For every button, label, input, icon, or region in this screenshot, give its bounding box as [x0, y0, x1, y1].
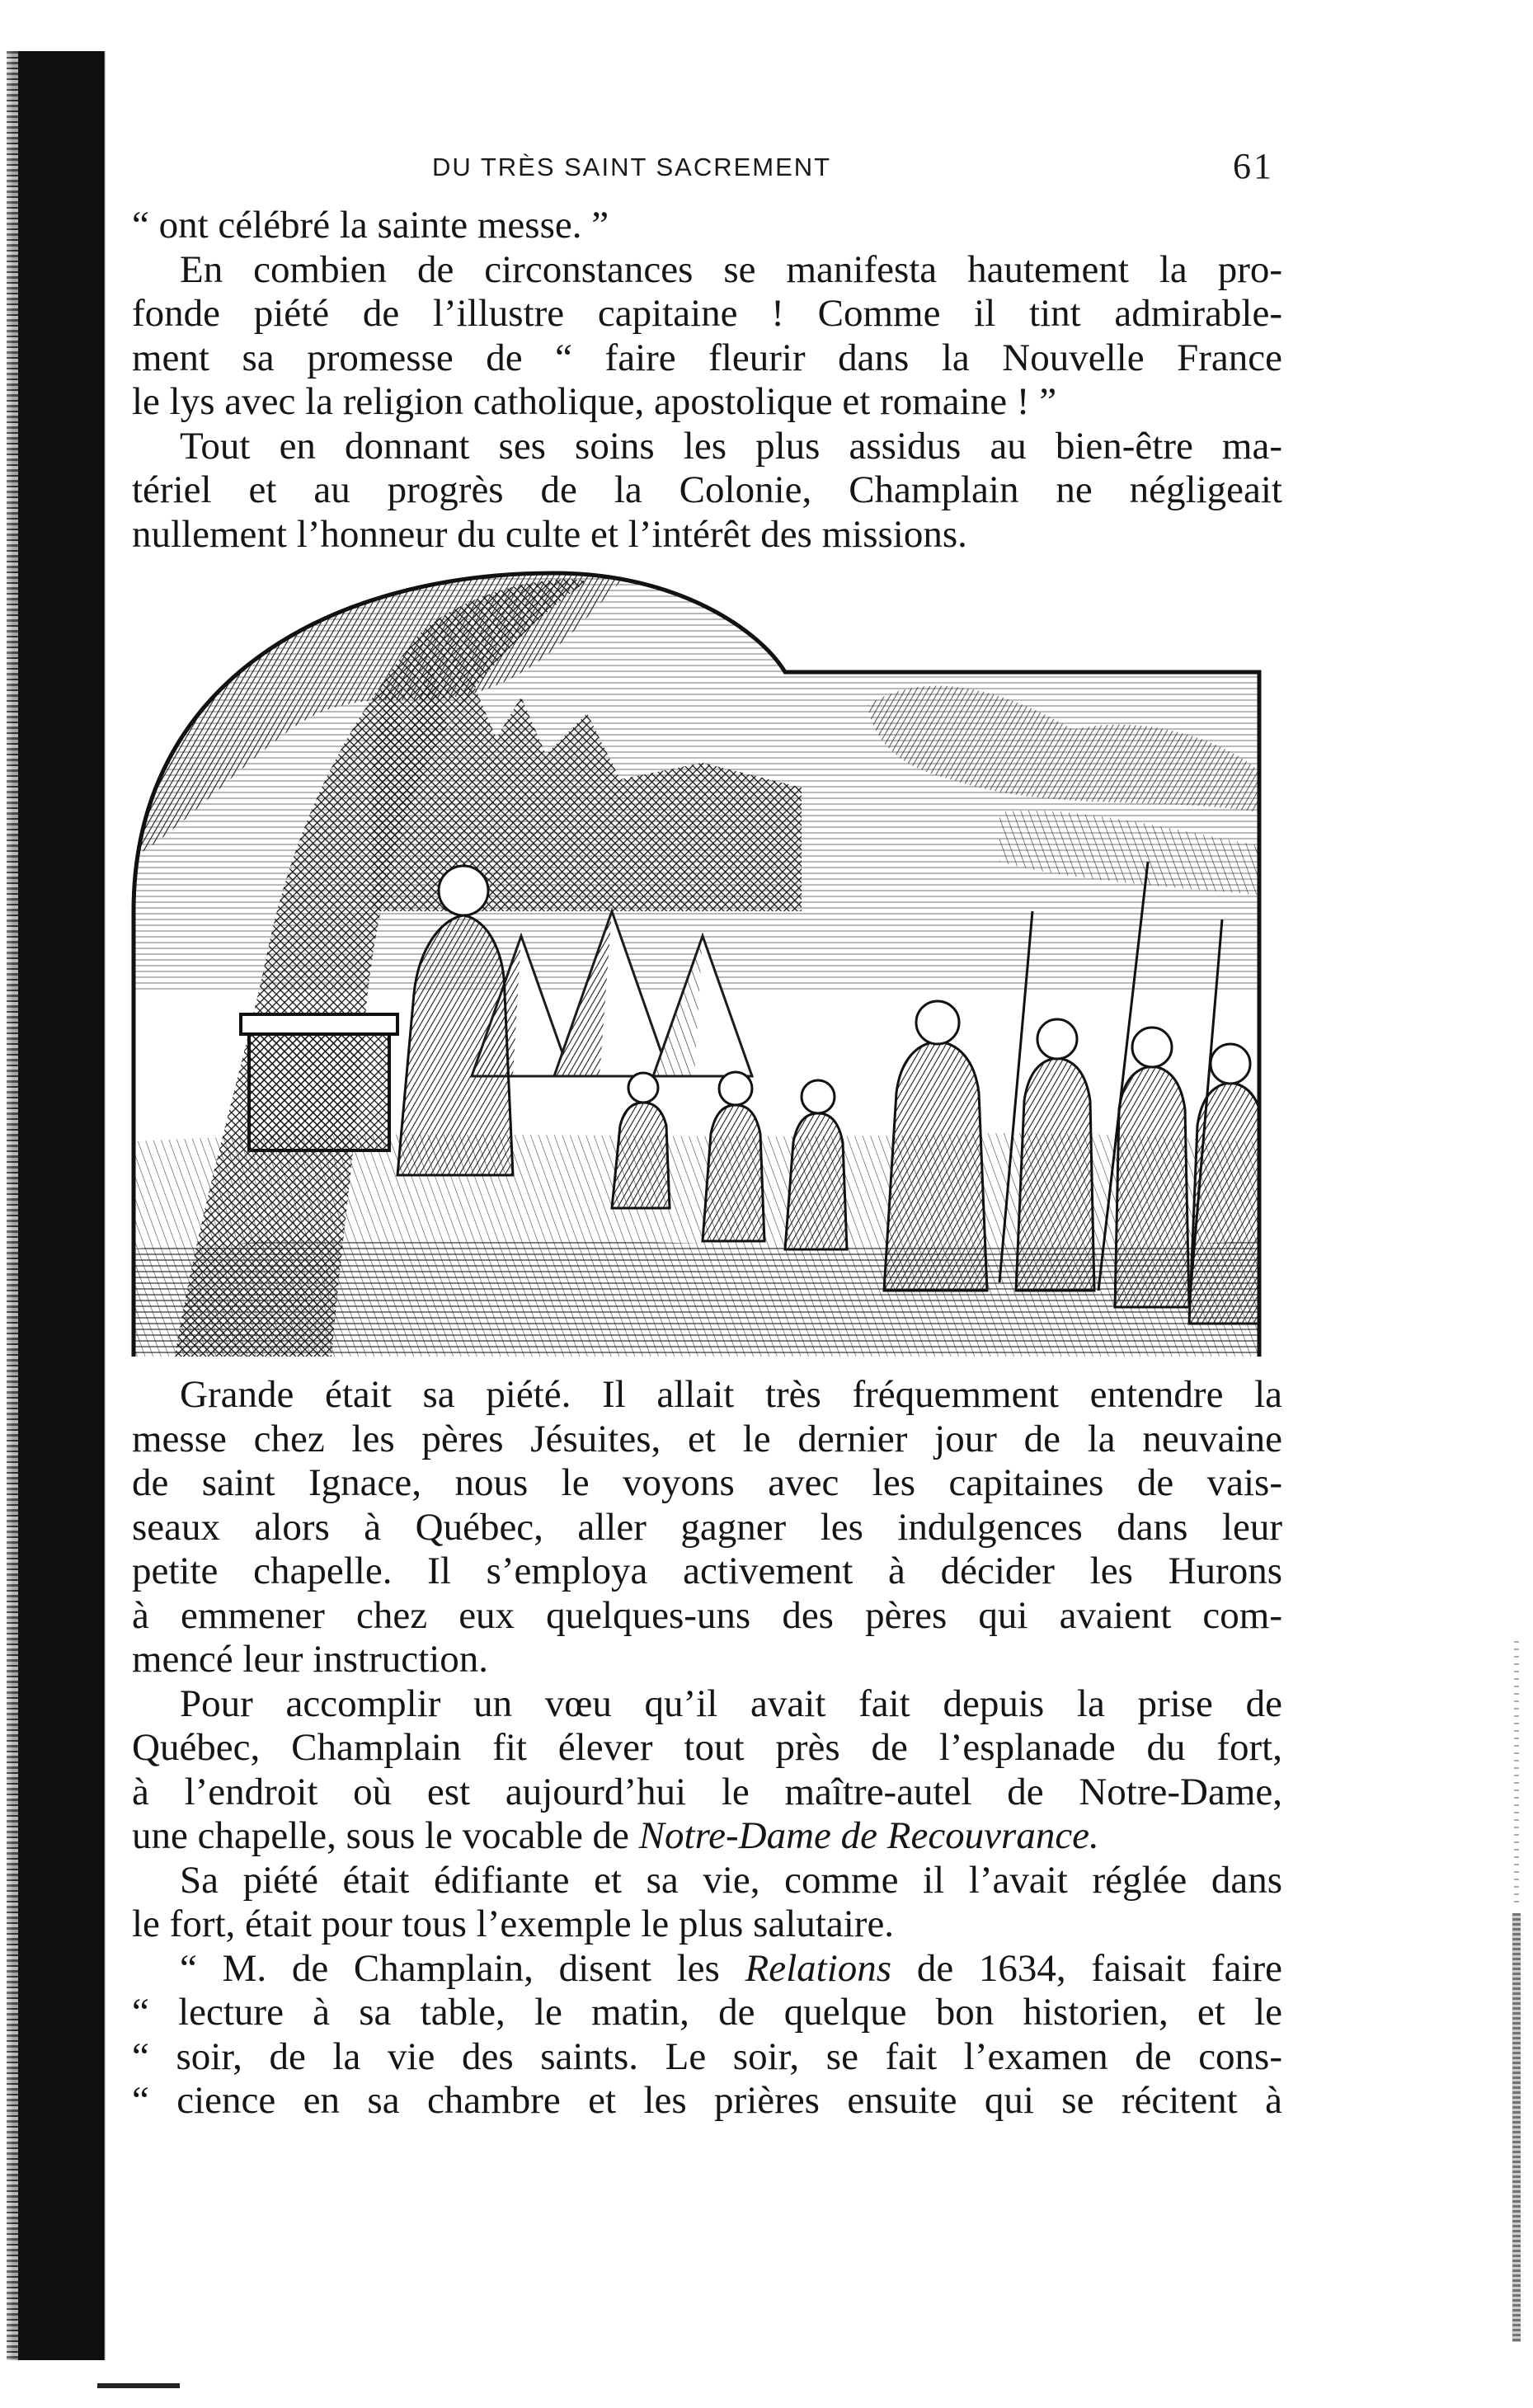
head: [719, 1072, 752, 1105]
text-line: [132, 1947, 1282, 1992]
onlooker-figure: [1016, 1058, 1094, 1291]
head: [628, 1073, 658, 1103]
text-line: petite chapelle. Il s’employa activement à décider les Hurons: [132, 1550, 1282, 1592]
text-line: Grande était sa piété. Il allait très fréquemment entendre la: [180, 1373, 1282, 1416]
head: [1037, 1019, 1077, 1059]
text-line: à l’endroit où est aujourd’hui le maître-autel de Notre-Dame,: [132, 1770, 1282, 1813]
altar-top: [241, 1014, 397, 1034]
text-line: mencé leur instruction.: [132, 1638, 488, 1681]
text-line: “ cience en sa chambre et les prières ensuite qui se récitent à: [132, 2079, 1282, 2122]
priest-head: [439, 866, 488, 915]
text-line: [132, 1814, 1282, 1859]
champlain-figure: [884, 1042, 987, 1291]
text-line: Québec, Champlain fit élever tout près de l’esplanade du fort,: [132, 1726, 1282, 1769]
text-line: le fort, était pour tous l’exemple le plus salutaire.: [132, 1902, 895, 1945]
page-number: 61: [1233, 146, 1274, 186]
text-line: le lys avec la religion catholique, apostolique et romaine ! ”: [132, 380, 1057, 423]
binding-speckle: [7, 51, 18, 2360]
text-line: Pour accomplir un vœu qu’il avait fait depuis la prise de: [180, 1681, 1282, 1725]
text-line: Sa piété était édifiante et sa vie, comme il l’avait réglée dans: [180, 1858, 1282, 1902]
text-line: En combien de circonstances se manifesta hautement la pro-: [180, 247, 1282, 291]
text-line: “ ont célébré la sainte messe. ”: [132, 204, 609, 247]
text-line: ment sa promesse de “ faire fleurir dans la Nouvelle France: [132, 336, 1282, 379]
book-binding-edge: [0, 51, 124, 2360]
text-fragment: une chapelle, sous le vocable de: [132, 1814, 639, 1857]
text-line: fonde piété de l’illustre capitaine ! Comme il tint admirable-: [132, 292, 1282, 335]
bottom-text-block: [132, 1373, 1282, 2123]
head: [1211, 1044, 1250, 1084]
text-line: seaux alors à Québec, aller gagner les indulgences dans leur: [132, 1505, 1282, 1549]
head: [916, 1001, 959, 1044]
kneeling-figure: [785, 1113, 847, 1249]
kneeling-figure: [612, 1103, 670, 1208]
onlooker-figure: [1189, 1083, 1263, 1324]
margin-bleed-mark: [1512, 1913, 1521, 2342]
text-line: Tout en donnant ses soins les plus assidus au bien-être ma-: [180, 424, 1282, 468]
text-fragment: “ M. de Champlain, disent les: [180, 1946, 745, 1990]
chapel-name: Notre-Dame de Recouvrance.: [638, 1814, 1099, 1857]
head: [802, 1080, 835, 1113]
text-line: de saint Ignace, nous le voyons avec les capitaines de vais-: [132, 1461, 1282, 1504]
huron-figure: [1115, 1066, 1189, 1307]
text-line: à emmener chez eux quelques-uns des pères qui avaient com-: [132, 1593, 1282, 1637]
text-line: messe chez les pères Jésuites, et le dernier jour de la neuvaine: [132, 1417, 1282, 1460]
relations-title: Relations: [745, 1946, 892, 1990]
margin-bleed-mark: [1514, 1641, 1519, 1905]
binding-foot-mark: [97, 2383, 180, 2388]
altar: [249, 1027, 389, 1150]
engraving-illustration: [125, 565, 1272, 1357]
text-line: “ soir, de la vie des saints. Le soir, se fait l’examen de cons-: [132, 2034, 1282, 2078]
kneeling-figure: [703, 1105, 764, 1241]
text-line: “ lecture à sa table, le matin, de quelque bon historien, et le: [132, 1991, 1282, 2034]
head: [1132, 1028, 1172, 1067]
running-head: DU TRÈS SAINT SACREMENT: [432, 153, 832, 181]
top-text-block: [132, 204, 1282, 557]
text-line: tériel et au progrès de la Colonie, Champlain ne négligeait: [132, 468, 1282, 511]
text-line: nullement l’honneur du culte et l’intérêt des missions.: [132, 512, 967, 556]
text-fragment: de 1634, faisait faire: [891, 1946, 1282, 1990]
engraving-scene: [125, 565, 1272, 1357]
engraving-svg: [125, 565, 1272, 1357]
